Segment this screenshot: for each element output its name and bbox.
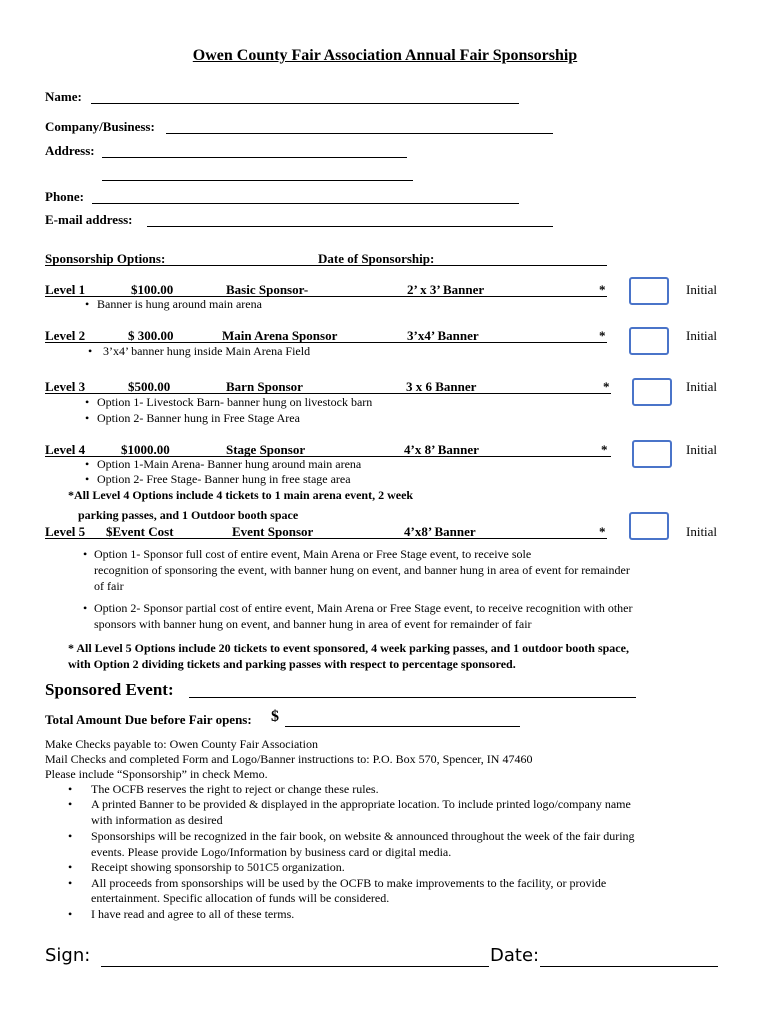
- level-4-bullet-2: Option 2- Free Stage- Banner hung in free stage area: [97, 472, 351, 486]
- rule-2-line1: A printed Banner to be provided & displayed in the appropriate location. To include printed logo/company name: [91, 797, 631, 811]
- level-5-option1-line3: of fair: [94, 579, 124, 593]
- rule-6: I have read and agree to all of these terms.: [91, 907, 295, 921]
- level-5-option1-line2: recognition of sponsoring the event, with banner hung on event, and banner hung in area of event for remainder: [94, 563, 630, 577]
- level-1-star: *: [599, 282, 606, 297]
- level-4-label: Level 4: [45, 442, 86, 457]
- level-5-note-line2: with Option 2 dividing tickets and parking passes with respect to percentage sponsored.: [68, 657, 516, 671]
- level-2-banner: 3’x4’ Banner: [407, 328, 479, 343]
- rule-2-line2: with information as desired: [91, 813, 223, 827]
- company-field[interactable]: [166, 133, 553, 134]
- email-field[interactable]: [147, 226, 553, 227]
- bullet-icon: •: [83, 601, 88, 615]
- rule-5-line1: All proceeds from sponsorships will be used by the OCFB to make improvements to the facility, or provide: [91, 876, 607, 890]
- bullet-icon: •: [85, 395, 90, 409]
- rule-3-line1: Sponsorships will be recognized in the fair book, on website & announced throughout the week of the fair during: [91, 829, 635, 843]
- level-4-star: *: [601, 442, 608, 457]
- rule-3-line2: events. Please provide Logo/Information by business card or digital media.: [91, 845, 452, 859]
- level-5-option2-line2: sponsors with banner hung on event, and banner hung in area of event for remainder of fair: [94, 617, 532, 631]
- instruction-line-1: Make Checks payable to: Owen County Fair Association: [45, 737, 318, 751]
- bullet-icon: •: [68, 907, 73, 921]
- total-due-label: Total Amount Due before Fair opens:: [45, 712, 252, 727]
- level-4-initial-label: Initial: [686, 442, 718, 457]
- bullet-icon: •: [68, 876, 73, 890]
- level-4-banner: 4’x 8’ Banner: [404, 442, 479, 457]
- level-3-bullet-2: Option 2- Banner hung in Free Stage Area: [97, 411, 300, 425]
- level-2-initial-box[interactable]: [629, 327, 669, 355]
- signature-field[interactable]: [101, 966, 489, 967]
- level-3-initial-box[interactable]: [632, 378, 672, 406]
- level-5-rule: [45, 538, 607, 539]
- level-3-bullet-1: Option 1- Livestock Barn- banner hung on livestock barn: [97, 395, 373, 409]
- bullet-icon: •: [88, 344, 93, 358]
- level-5-name: Event Sponsor: [232, 524, 314, 539]
- level-1-banner: 2’ x 3’ Banner: [407, 282, 485, 297]
- sponsored-event-label: Sponsored Event:: [45, 680, 174, 699]
- level-5-price: $Event Cost: [106, 524, 174, 539]
- level-5-initial-box[interactable]: [629, 512, 669, 540]
- level-5-label: Level 5: [45, 524, 86, 539]
- level-2-rule: [45, 342, 607, 343]
- instruction-line-2: Mail Checks and completed Form and Logo/Banner instructions to: P.O. Box 570, Spencer, IN 47460: [45, 752, 533, 766]
- name-label: Name:: [45, 89, 82, 104]
- form-title: Owen County Fair Association Annual Fair Sponsorship: [192, 47, 578, 64]
- bullet-icon: •: [85, 411, 90, 425]
- level-5-option1-line1: Option 1- Sponsor full cost of entire event, Main Arena or Free Stage event, to receive sole: [94, 547, 532, 561]
- phone-field[interactable]: [92, 203, 519, 204]
- name-field[interactable]: [91, 103, 519, 104]
- level-1-price: $100.00: [131, 282, 174, 297]
- total-due-field[interactable]: [285, 726, 520, 727]
- level-5-banner: 4’x8’ Banner: [404, 524, 476, 539]
- level-2-price: $ 300.00: [128, 328, 174, 343]
- level-3-name: Barn Sponsor: [226, 379, 303, 394]
- level-5-star: *: [599, 524, 606, 539]
- bullet-icon: •: [68, 782, 73, 796]
- level-4-initial-box[interactable]: [632, 440, 672, 468]
- bullet-icon: •: [85, 472, 90, 486]
- level-3-initial-label: Initial: [686, 379, 718, 394]
- level-4-price: $1000.00: [121, 442, 170, 457]
- level-5-initial-label: Initial: [686, 524, 718, 539]
- bullet-icon: •: [83, 547, 88, 561]
- date-of-sponsorship-label: Date of Sponsorship:: [318, 251, 435, 266]
- bullet-icon: •: [68, 797, 73, 811]
- address-label: Address:: [45, 143, 95, 158]
- level-2-initial-label: Initial: [686, 328, 718, 343]
- level-4-bullet-1: Option 1-Main Arena- Banner hung around main arena: [97, 457, 362, 471]
- level-3-banner: 3 x 6 Banner: [406, 379, 477, 394]
- level-4-name: Stage Sponsor: [226, 442, 306, 457]
- phone-label: Phone:: [45, 189, 84, 204]
- level-3-price: $500.00: [128, 379, 171, 394]
- address-field-line1[interactable]: [102, 157, 407, 158]
- level-3-star: *: [603, 379, 610, 394]
- level-1-label: Level 1: [45, 282, 86, 297]
- bullet-icon: •: [85, 297, 90, 311]
- level-1-bullet-1: Banner is hung around main arena: [97, 297, 262, 311]
- level-2-name: Main Arena Sponsor: [222, 328, 338, 343]
- rule-1: The OCFB reserves the right to reject or change these rules.: [91, 782, 379, 796]
- bullet-icon: •: [68, 829, 73, 843]
- sponsorship-options-label: Sponsorship Options:: [45, 251, 166, 266]
- rule-5-line2: entertainment. Specific allocation of funds will be considered.: [91, 891, 390, 905]
- rule-4: Receipt showing sponsorship to 501C5 organization.: [91, 860, 345, 874]
- level-4-note-line1: *All Level 4 Options include 4 tickets to 1 main arena event, 2 week: [68, 488, 414, 502]
- level-4-note-line2: parking passes, and 1 Outdoor booth space: [78, 508, 299, 522]
- level-1-initial-box[interactable]: [629, 277, 669, 305]
- address-field-line2[interactable]: [102, 180, 413, 181]
- sign-label: Sign:: [45, 945, 91, 966]
- bullet-icon: •: [85, 457, 90, 471]
- date-field[interactable]: [540, 966, 718, 967]
- level-5-option2-line1: Option 2- Sponsor partial cost of entire event, Main Arena or Free Stage event, to receive recognition with other: [94, 601, 633, 615]
- level-2-star: *: [599, 328, 606, 343]
- instruction-line-3: Please include “Sponsorship” in check Memo.: [45, 767, 268, 781]
- options-header-rule: [45, 265, 607, 266]
- level-1-name: Basic Sponsor-: [226, 282, 309, 297]
- level-2-label: Level 2: [45, 328, 86, 343]
- level-3-label: Level 3: [45, 379, 86, 394]
- company-label: Company/Business:: [45, 119, 155, 134]
- email-label: E-mail address:: [45, 212, 133, 227]
- date-label: Date:: [490, 945, 540, 966]
- level-3-rule: [45, 393, 611, 394]
- level-2-bullet-1: 3’x4’ banner hung inside Main Arena Field: [103, 344, 311, 358]
- sponsored-event-field[interactable]: [189, 697, 636, 698]
- level-5-note-line1: * All Level 5 Options include 20 tickets to event sponsored, 4 week parking passes, and 1 outdoor booth space,: [68, 641, 629, 655]
- level-1-initial-label: Initial: [686, 282, 718, 297]
- bullet-icon: •: [68, 860, 73, 874]
- total-due-symbol: $: [271, 708, 279, 725]
